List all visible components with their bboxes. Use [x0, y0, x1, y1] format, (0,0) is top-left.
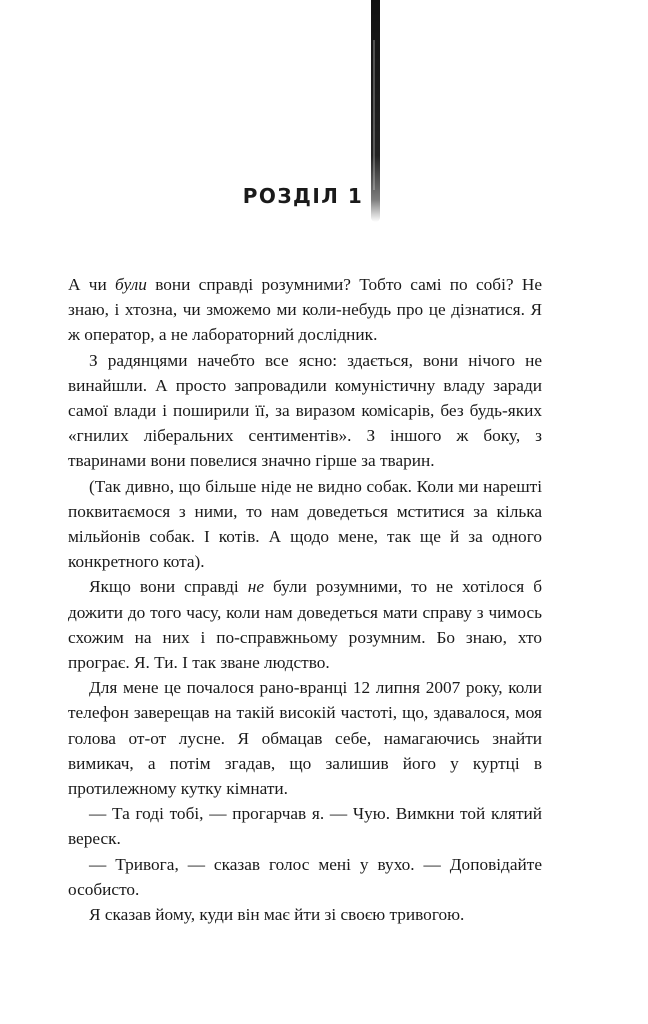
emphasis-text: були — [115, 275, 147, 294]
paragraph-text: були розумними, то не хотілося б дожити до того часу, коли нам доведеться мати справу з чимось схожим на них і по-справжньому розумним. Бо знаю, хто програє. Я. Ти. І так зване людство. — [68, 577, 543, 673]
paragraph-3: (Так дивно, що більше ніде не видно собак. Коли ми нарешті поквитаємося з ними, то нам доведеться мститися за кілька мільйонів собак. І котів. А щодо мене, так ще й за одного конкретного кота). — [68, 476, 542, 572]
emphasis-text: не — [247, 577, 264, 597]
paragraph-text: вони справді розумними? Тобто самі по собі? Не знаю, і хтозна, чи зможемо ми коли-небудь про це дізнатися. Я ж оператор, а не лабораторний дослідник. — [68, 275, 543, 345]
paragraph-text: А чи — [68, 275, 116, 294]
chapter-title: РОЗДІЛ 1 — [242, 184, 364, 208]
paragraph-2: З радянцями начебто все ясно: здається, вони нічого не винайшли. А просто запровадили комуністичну владу заради самої влади і поширили її, за виразом комісарів, без будь-яких «гнилих ліберальних сентиментів». З іншого ж боку, з тваринами вони повелися значно гірше за тварин. — [68, 350, 542, 471]
paragraph-1 — [68, 272, 542, 348]
paragraph-7: — Тривога, — сказав голос мені у вухо. — Доповідайте особисто. — [68, 854, 542, 899]
body-text — [68, 272, 542, 927]
paragraph-6: — Та годі тобі, — прогарчав я. — Чую. Вимкни той клятий вереск. — [68, 804, 542, 849]
paragraph-text: Якщо вони справді — [89, 577, 248, 597]
paragraph-8: Я сказав йому, куди він має йти зі своєю тривогою. — [89, 905, 465, 925]
paragraph-5: Для мене це почалося рано-вранці 12 липня 2007 року, коли телефон заверещав на такій високій частоті, що, здавалося, моя голова от-от лусне. Я обмацав себе, намагаючись знайти вимикач, а потім згадав, що залишив його у куртці в протилежному кутку кімнати. — [68, 678, 542, 799]
paragraph-4 — [68, 574, 542, 675]
